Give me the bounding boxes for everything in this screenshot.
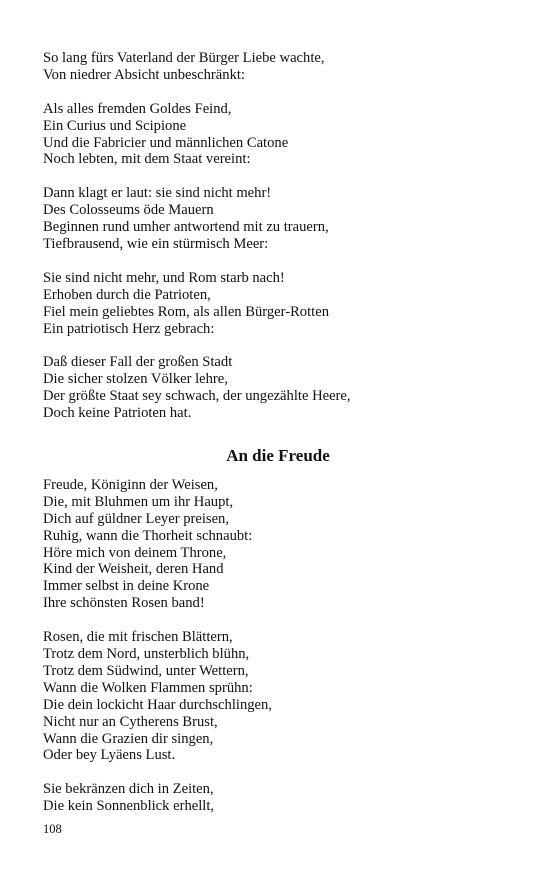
verse-line: Die kein Sonnenblick erhellt, bbox=[43, 798, 215, 815]
verse-line: Dich auf güldner Leyer preisen, bbox=[43, 510, 229, 527]
verse-line: Erhoben durch die Patrioten, bbox=[43, 286, 211, 303]
verse-line: Wann die Grazien dir singen, bbox=[43, 730, 214, 747]
verse-line: Wann die Wolken Flammen sprühn: bbox=[43, 679, 253, 696]
verse-line: Freude, Königinn der Weisen, bbox=[43, 477, 218, 494]
verse-line: Noch lebten, mit dem Staat vereint: bbox=[43, 151, 251, 168]
verse-line: Der größte Staat sey schwach, der ungezählte Heere, bbox=[43, 388, 351, 405]
verse-line: Die sicher stolzen Völker lehre, bbox=[43, 371, 228, 388]
stanza bbox=[43, 354, 513, 422]
verse-line: Ihre schönsten Rosen band! bbox=[43, 595, 205, 612]
verse-line: Beginnen rund umher antwortend mit zu trauern, bbox=[43, 219, 329, 236]
verse-line: Die dein lockicht Haar durchschlingen, bbox=[43, 696, 272, 713]
verse-line: Dann klagt er laut: sie sind nicht mehr! bbox=[43, 185, 272, 202]
page-content bbox=[43, 50, 513, 815]
verse-line: Als alles fremden Goldes Feind, bbox=[43, 100, 232, 117]
verse-line: Die, mit Bluhmen um ihr Haupt, bbox=[43, 493, 234, 510]
verse-line: Des Colosseums öde Mauern bbox=[43, 202, 214, 219]
verse-line: Sie sind nicht mehr, und Rom starb nach! bbox=[43, 269, 285, 286]
verse-line: So lang fürs Vaterland der Bürger Liebe wachte, bbox=[43, 50, 325, 66]
verse-line: Fiel mein geliebtes Rom, als allen Bürger-Rotten bbox=[43, 303, 329, 320]
verse-line: Immer selbst in deine Krone bbox=[43, 578, 210, 595]
verse-line: Oder bey Lyäens Lust. bbox=[43, 747, 176, 764]
stanza bbox=[43, 270, 513, 338]
verse-line: Trotz dem Nord, unsterblich blühn, bbox=[43, 646, 250, 663]
verse-line: Nicht nur an Cytherens Brust, bbox=[43, 713, 218, 730]
poem-2 bbox=[43, 477, 513, 815]
verse-line: Höre mich von deinem Throne, bbox=[43, 544, 227, 561]
stanza bbox=[43, 50, 513, 84]
verse-line: Doch keine Patrioten hat. bbox=[43, 405, 192, 422]
verse-line: Ruhig, wann die Thorheit schnaubt: bbox=[43, 527, 253, 544]
verse-line: Ein Curius und Scipione bbox=[43, 117, 187, 134]
verse-line: Daß dieser Fall der großen Stadt bbox=[43, 354, 233, 371]
verse-line: Tiefbrausend, wie ein stürmisch Meer: bbox=[43, 236, 269, 253]
verse-line: Kind der Weisheit, deren Hand bbox=[43, 561, 224, 578]
verse-line: Rosen, die mit frischen Blättern, bbox=[43, 629, 233, 646]
page-number: 108 bbox=[43, 822, 62, 836]
verse-line: Sie bekränzen dich in Zeiten, bbox=[43, 781, 214, 798]
verse-line: Ein patriotisch Herz gebrach: bbox=[43, 320, 215, 337]
poem-1 bbox=[43, 50, 513, 422]
stanza bbox=[43, 629, 513, 764]
stanza bbox=[43, 781, 513, 815]
verse-line: Und die Fabricier und männlichen Catone bbox=[43, 134, 289, 151]
stanza bbox=[43, 477, 513, 612]
poem-title: An die Freude bbox=[226, 446, 330, 466]
verse-line: Trotz dem Südwind, unter Wettern, bbox=[43, 662, 249, 679]
stanza bbox=[43, 185, 513, 253]
stanza bbox=[43, 101, 513, 169]
verse-line: Von niedrer Absicht unbeschränkt: bbox=[43, 66, 245, 83]
